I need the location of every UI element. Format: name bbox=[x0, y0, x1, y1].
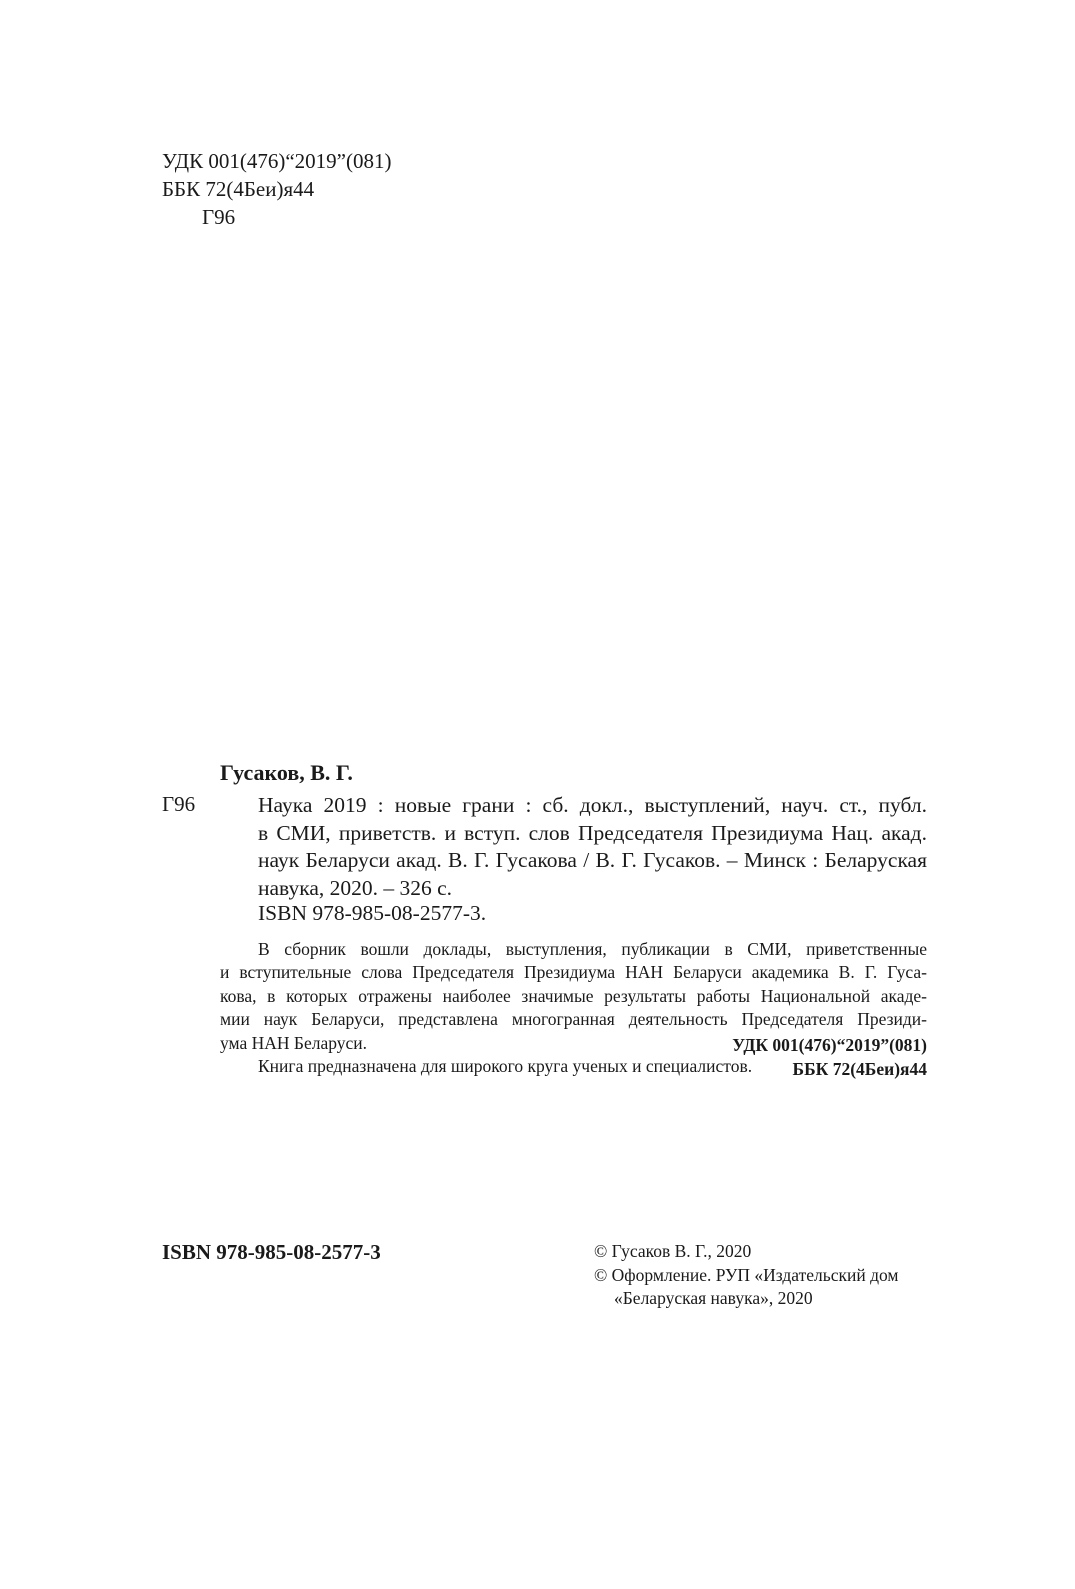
annotation-line: мии наук Беларуси, представлена многогранная деятельность Председателя Президи- bbox=[220, 1009, 927, 1030]
bottom-classification bbox=[732, 1033, 927, 1081]
copyright-block bbox=[594, 1240, 899, 1311]
annotation-line: Книга предназначена для широкого круга ученых и специалистов. bbox=[258, 1056, 753, 1077]
record-description bbox=[220, 792, 927, 902]
annotation-line: кова, в которых отражены наиболее значимые результаты работы Национальной акаде- bbox=[220, 985, 927, 1006]
bottom-udk-code: УДК 001(476)“2019”(081) bbox=[732, 1035, 927, 1055]
copyright-line: © Оформление. РУП «Издательский дом bbox=[594, 1264, 899, 1285]
record-isbn: ISBN 978-985-08-2577-3. bbox=[258, 901, 487, 925]
isbn-number: ISBN 978-985-08-2577-3 bbox=[162, 1240, 381, 1264]
record-line: Наука 2019 : новые грани : сб. докл., выступлений, науч. ст., публ. bbox=[258, 793, 927, 817]
annotation-line: В сборник вошли доклады, выступления, публикации в СМИ, приветственные bbox=[258, 939, 927, 959]
record-line: в СМИ, приветств. и вступ. слов Председателя Президиума Нац. акад. bbox=[258, 820, 927, 845]
bbk-code: ББК 72(4Беи)я44 bbox=[162, 177, 315, 201]
annotation-line: ума НАН Беларуси. bbox=[220, 1032, 367, 1053]
classification-block bbox=[162, 147, 391, 231]
record-margin-code: Г96 bbox=[162, 792, 196, 816]
record-line: наук Беларуси акад. В. Г. Гусакова / В. Г. Гусаков. – Минск : Беларуская bbox=[258, 848, 927, 872]
annotation-line: и вступительные слова Председателя Президиума НАН Беларуси академика В. Г. Гуса- bbox=[220, 962, 927, 983]
copyright-line: «Беларуская навука», 2020 bbox=[614, 1288, 813, 1308]
udk-code: УДК 001(476)“2019”(081) bbox=[162, 149, 392, 173]
copyright-line: © Гусаков В. Г., 2020 bbox=[594, 1241, 752, 1261]
author-mark: Г96 bbox=[202, 205, 236, 229]
bottom-bbk-code: ББК 72(4Беи)я44 bbox=[792, 1059, 927, 1079]
record-line: навука, 2020. – 326 с. bbox=[258, 875, 453, 900]
record-author: Гусаков, В. Г. bbox=[220, 760, 353, 785]
